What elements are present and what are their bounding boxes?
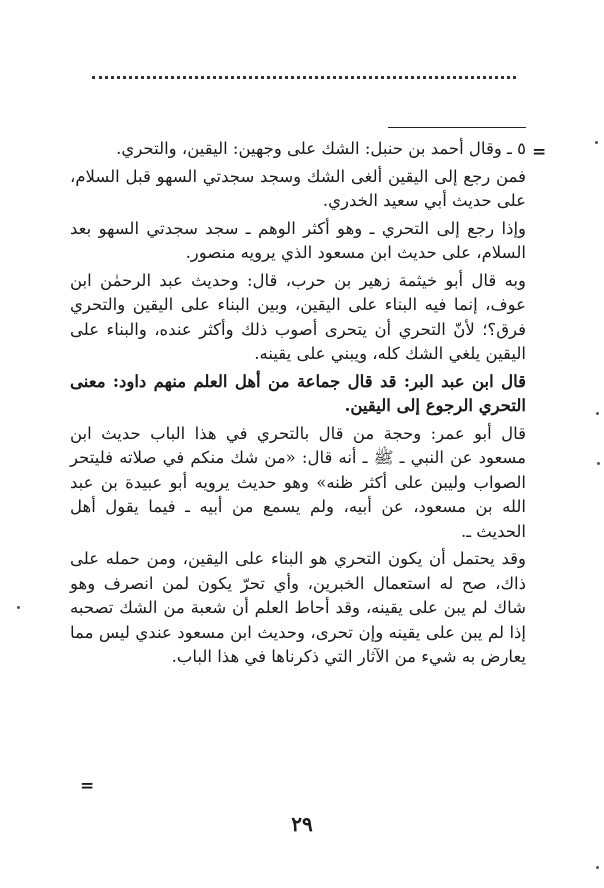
paragraph-bold: قال ابن عبد البر: قد قال جماعة من أهل العلم منهم داود: معنى التحري الرجوع إلى اليقين. bbox=[70, 371, 526, 415]
paragraph: فمن رجع إلى اليقين ألغى الشك وسجد سجدتي السهو قبل السلام، على حديث أبي سعيد الخدري. bbox=[70, 166, 526, 210]
paragraph: وبه قال أبو خيثمة زهير بن حرب، قال: وحديث عبد الرحمٰن ابن عوف، إنما فيه البناء على اليقين، وبين البناء على اليقين والتحري فرق؟؛ لأنّ التحري أن يتحرى أصوب ذلك وأكثر عنده، والبناء على اليقين يلغي الشك كله، ويبني على يقينه. bbox=[70, 270, 526, 363]
footnote-continues-marker: = bbox=[80, 776, 95, 796]
footnote-body bbox=[70, 137, 526, 673]
scan-speck bbox=[596, 866, 599, 869]
scan-speck bbox=[595, 141, 598, 144]
paragraph: قال أبو عمر: وحجة من قال بالتحري في هذا الباب حديث ابن مسعود عن النبي ـ ﷺ ـ أنه قال: «من شك منكم في صلاته فليتحر الصواب وليبن على أكثر ظنه» وهو حديث يرويه أبو عبيدة بن عبد الله بن مسعود، عن أبيه، ولم يسمع من أبيه ـ فيما يقول أهل الحديث ـ. bbox=[70, 423, 526, 541]
paragraph: وإذا رجع إلى التحري ـ وهو أكثر الوهم ـ سجد سجدتي السهو بعد السلام، على حديث ابن مسعود الذي يرويه منصور. bbox=[70, 218, 526, 262]
paragraph: ٥ ـ وقال أحمد بن حنبل: الشك على وجهين: اليقين، والتحري. bbox=[116, 139, 526, 158]
header-dotted-line bbox=[92, 76, 516, 79]
page-number: ٢٩ bbox=[291, 812, 313, 836]
scan-speck bbox=[597, 462, 600, 465]
paragraph: وقد يحتمل أن يكون التحري هو البناء على اليقين، ومن حمله على ذاك، صح له استعمال الخبرين، وأي تحرّ يكون لمن انصرف وهو شاك لم يبن على يقينه، وقد أحاط العلم أن شعبة من الشك تصحبه إذا لم يبن على يقينه وإن تحرى، وحديث ابن مسعود عندي ليس مما يعارض به شيء من الآثار التي ذكرناها في هذا الباب. bbox=[70, 549, 526, 666]
scan-speck bbox=[17, 606, 20, 609]
footnote-continuation-marker: = bbox=[532, 142, 547, 162]
footnote-separator bbox=[388, 127, 526, 128]
scan-speck bbox=[596, 412, 599, 415]
